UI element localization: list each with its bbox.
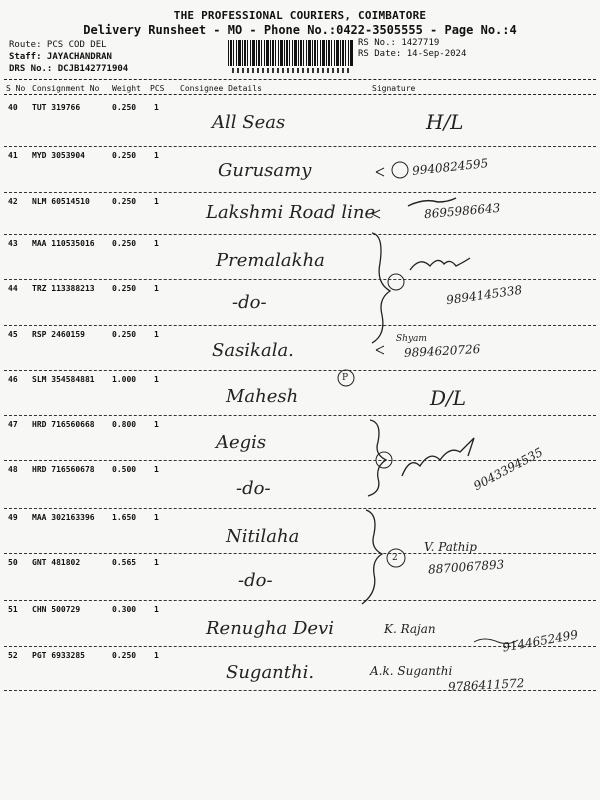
row-consignment-no: MAA 110535016 <box>32 239 95 248</box>
row-pcs: 1 <box>154 420 159 429</box>
col-head-signature: Signature <box>372 84 416 93</box>
handwritten-consignee: -do- <box>236 478 271 499</box>
handwritten-consignee: Sasikala. <box>212 340 294 361</box>
arrow-mark <box>376 168 384 176</box>
company-title: THE PROFESSIONAL COURIERS, COIMBATORE <box>173 9 427 22</box>
row-pcs: 1 <box>154 197 159 206</box>
row-pcs: 1 <box>154 465 159 474</box>
row-consignment-no: MYD 3053904 <box>32 151 85 160</box>
bracket-mark <box>368 420 386 496</box>
handwritten-signature: H/L <box>426 110 464 134</box>
row-pcs: 1 <box>154 605 159 614</box>
bracket-mark <box>362 510 382 604</box>
handwritten-consignee: Gurusamy <box>218 160 312 181</box>
circled-2-label: 2 <box>392 553 398 563</box>
row-consignment-no: TRZ 113388213 <box>32 284 95 293</box>
col-head-sno: S No <box>6 84 26 93</box>
runsheet-subtitle: Delivery Runsheet - MO - Phone No.:0422-3505555 - Page No.:4 <box>83 23 517 37</box>
circled-p-label: P <box>342 373 349 383</box>
handwritten-signature: 9144652499 <box>501 627 579 655</box>
row-sno: 47 <box>8 420 18 429</box>
arrow-mark <box>372 210 380 218</box>
handwritten-consignee: Aegis <box>216 432 267 453</box>
col-head-pcs: PCS <box>150 84 165 93</box>
handwritten-signature: 8870067893 <box>427 557 505 577</box>
handwritten-signature: 9894145338 <box>445 282 523 308</box>
row-pcs: 1 <box>154 103 159 112</box>
rs-number: RS No.: 1427719 <box>358 38 440 48</box>
row-sno: 52 <box>8 651 18 660</box>
row-pcs: 1 <box>154 239 159 248</box>
row-pcs: 1 <box>154 151 159 160</box>
staff-label: Staff: JAYACHANDRAN <box>9 52 112 62</box>
row-weight: 0.565 <box>112 558 137 567</box>
handwritten-consignee: Premalakha <box>216 250 325 271</box>
handwritten-consignee: Mahesh <box>226 386 299 407</box>
row-pcs: 1 <box>154 651 159 660</box>
row-consignment-no: TUT 319766 <box>32 103 81 112</box>
row-pcs: 1 <box>154 284 159 293</box>
circled-mark <box>376 452 392 468</box>
row-sno: 41 <box>8 151 18 160</box>
row-sno: 50 <box>8 558 18 567</box>
scribble-mark <box>410 258 470 270</box>
handwritten-consignee: Nitilaha <box>226 526 300 547</box>
bracket-mark <box>372 233 390 343</box>
handwritten-annotation: Shyam <box>396 334 427 344</box>
row-sno: 43 <box>8 239 18 248</box>
row-consignment-no: SLM 354584881 <box>32 375 95 384</box>
row-weight: 0.250 <box>112 284 137 293</box>
row-pcs: 1 <box>154 513 159 522</box>
handwritten-signature: V. Pathip <box>424 540 477 554</box>
row-consignment-no: CHN 500729 <box>32 605 81 614</box>
row-weight: 0.250 <box>112 330 137 339</box>
row-consignment-no: HRD 716560668 <box>32 420 95 429</box>
row-consignment-no: HRD 716560678 <box>32 465 95 474</box>
row-sno: 40 <box>8 103 18 112</box>
row-weight: 0.300 <box>112 605 137 614</box>
handwritten-signature: 9940824595 <box>411 156 489 178</box>
col-head-consignee: Consignee Details <box>180 84 262 93</box>
row-sno: 51 <box>8 605 18 614</box>
route-label: Route: PCS COD DEL <box>9 40 107 50</box>
row-sno: 48 <box>8 465 18 474</box>
scribble-mark <box>408 198 456 206</box>
row-consignment-no: MAA 302163396 <box>32 513 95 522</box>
scribble-mark <box>402 438 474 476</box>
handwritten-consignee: -do- <box>238 570 273 591</box>
handwritten-consignee: Suganthi. <box>226 662 315 683</box>
row-sno: 46 <box>8 375 18 384</box>
row-weight: 1.650 <box>112 513 137 522</box>
row-consignment-no: RSP 2460159 <box>32 330 85 339</box>
row-consignment-no: NLM 60514510 <box>32 197 90 206</box>
handwritten-consignee: -do- <box>232 292 267 313</box>
handwritten-consignee: Lakshmi Road line <box>206 202 376 223</box>
circled-mark <box>388 274 404 290</box>
row-weight: 1.000 <box>112 375 137 384</box>
row-weight: 0.250 <box>112 651 137 660</box>
handwritten-signature: 9043394535 <box>471 444 546 494</box>
row-consignment-no: PGT 6933285 <box>32 651 85 660</box>
circled-mark <box>392 162 408 178</box>
col-head-consignment: Consignment No <box>32 84 100 93</box>
row-weight: 0.250 <box>112 151 137 160</box>
handwritten-annotation: K. Rajan <box>384 622 436 636</box>
row-sno: 45 <box>8 330 18 339</box>
handwritten-signature: 8695986643 <box>423 200 501 222</box>
row-weight: 0.800 <box>112 420 137 429</box>
row-weight: 0.250 <box>112 197 137 206</box>
arrow-mark <box>376 346 384 354</box>
drs-number: DRS No.: DCJB142771904 <box>9 64 129 74</box>
row-sno: 42 <box>8 197 18 206</box>
row-pcs: 1 <box>154 558 159 567</box>
row-weight: 0.250 <box>112 239 137 248</box>
handwritten-consignee: Renugha Devi <box>206 618 334 639</box>
row-sno: 44 <box>8 284 18 293</box>
col-head-weight: Weight <box>112 84 141 93</box>
scribble-mark <box>474 639 518 644</box>
row-pcs: 1 <box>154 330 159 339</box>
rs-date: RS Date: 14-Sep-2024 <box>358 49 467 59</box>
handwritten-signature: 9786411572 <box>447 676 525 694</box>
handwritten-signature: 9894620726 <box>403 342 481 360</box>
handwritten-consignee: All Seas <box>212 112 286 133</box>
row-weight: 0.250 <box>112 103 137 112</box>
handwritten-annotation: A.k. Suganthi <box>370 664 453 678</box>
row-consignment-no: GNT 481802 <box>32 558 81 567</box>
handwritten-signature: D/L <box>430 386 467 410</box>
row-pcs: 1 <box>154 375 159 384</box>
row-weight: 0.500 <box>112 465 137 474</box>
row-sno: 49 <box>8 513 18 522</box>
